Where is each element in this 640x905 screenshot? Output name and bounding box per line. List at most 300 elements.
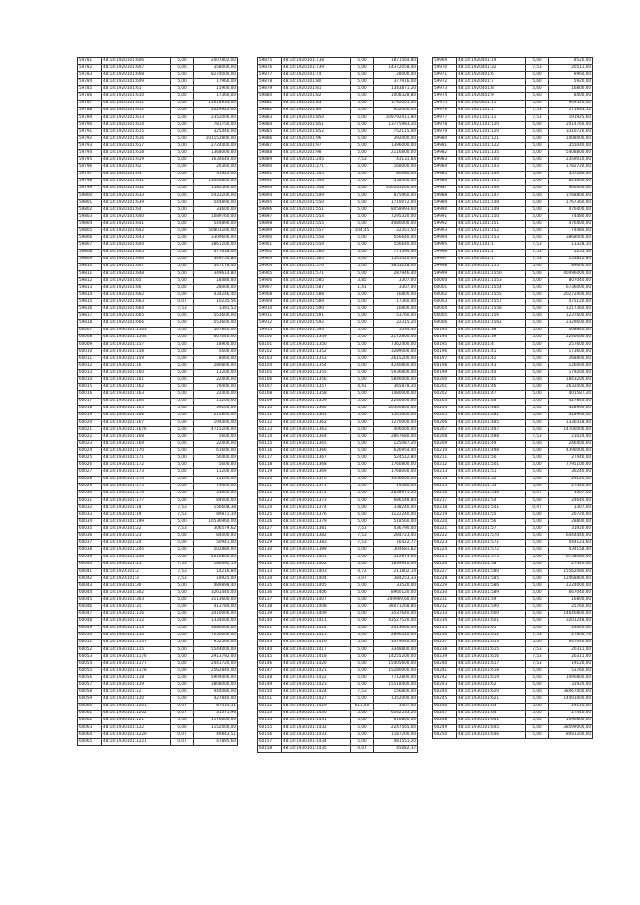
- rate-cell: 5,00: [171, 405, 194, 412]
- rate-cell: 5,00: [351, 646, 374, 653]
- row-number-cell: 59781: [78, 58, 102, 65]
- amount-cell: 33600,00: [194, 490, 238, 497]
- rate-cell: 4,41: [351, 384, 374, 391]
- amount-cell: 946400,00: [549, 185, 593, 192]
- cadastral-number-cell: 48:14:1930101:30: [102, 582, 171, 589]
- table-row: [78, 270, 238, 277]
- amount-cell: 1768000,00: [374, 469, 418, 476]
- cadastral-number-cell: 48:14:1930101:585: [457, 575, 526, 582]
- amount-cell: 1396000,00: [374, 143, 418, 150]
- row-number-cell: 60114: [258, 433, 282, 440]
- table-row: [78, 512, 238, 519]
- table-row: [433, 299, 593, 306]
- row-number-cell: 60202: [433, 391, 457, 398]
- amount-cell: 38599000,00: [549, 724, 593, 731]
- row-number-cell: 60128: [258, 533, 282, 540]
- table-row: [433, 79, 593, 86]
- cadastral-number-cell: 48:14:1920101:619: [102, 157, 171, 164]
- amount-cell: 74480,00: [549, 228, 593, 235]
- amount-cell: 14491000,00: [549, 696, 593, 703]
- cadastral-number-cell: 48:14:1930101:38: [457, 327, 526, 334]
- table-row: [78, 363, 238, 370]
- cadastral-number-cell: 48:14:1930101:1381: [282, 526, 351, 533]
- rate-cell: 0,47: [526, 504, 549, 511]
- table-row: [258, 334, 418, 341]
- table-row: [78, 277, 238, 284]
- cadastral-number-cell: 48:14:1921101:145: [457, 178, 526, 185]
- amount-cell: 20540800,00: [374, 405, 418, 412]
- row-number-cell: 60219: [433, 512, 457, 519]
- cadastral-number-cell: 48:14:1930101:1352: [282, 348, 351, 355]
- row-number-cell: 60000: [433, 277, 457, 284]
- rate-cell: 5,00: [171, 58, 194, 65]
- amount-cell: 2172800,00: [374, 334, 418, 341]
- rate-cell: 7,53: [171, 512, 194, 519]
- rate-cell: 5,00: [171, 363, 194, 370]
- cadastral-number-cell: 48:14:1930101:501: [457, 462, 526, 469]
- row-number-cell: 60120: [258, 476, 282, 483]
- table-row: [78, 497, 238, 504]
- row-number-cell: 59993: [433, 228, 457, 235]
- amount-cell: 31920,00: [194, 171, 238, 178]
- table-row: [78, 285, 238, 292]
- amount-cell: 1871564,80: [374, 58, 418, 65]
- rate-cell: 1,41: [351, 285, 374, 292]
- row-number-cell: 60105: [258, 370, 282, 377]
- cadastral-number-cell: 48:14:1920101:647: [102, 263, 171, 270]
- table-row: [258, 263, 418, 270]
- table-row: [433, 441, 593, 448]
- table-row: [433, 682, 593, 689]
- cadastral-number-cell: 48:14:1930101:4: [457, 341, 526, 348]
- row-number-cell: 59994: [433, 235, 457, 242]
- row-number-cell: 59785: [78, 86, 102, 93]
- cadastral-number-cell: 48:14:1920101:554: [282, 214, 351, 221]
- row-number-cell: 60210: [433, 448, 457, 455]
- rate-cell: 5,00: [171, 100, 194, 107]
- rate-cell: 5,00: [526, 121, 549, 128]
- table-row: [258, 355, 418, 362]
- rate-cell: 5,00: [351, 341, 374, 348]
- rate-cell: 5,00: [526, 419, 549, 426]
- amount-cell: 4390000,00: [549, 448, 593, 455]
- cadastral-number-cell: 48:14:1920101:570: [282, 263, 351, 270]
- cadastral-number-cell: 48:14:1921101:1: [457, 107, 526, 114]
- table-row: [258, 256, 418, 263]
- row-number-cell: 60194: [433, 334, 457, 341]
- rate-cell: 5,00: [526, 717, 549, 724]
- amount-cell: 384253,33: [374, 575, 418, 582]
- rate-cell: 5,00: [171, 582, 194, 589]
- cadastral-number-cell: 48:14:1920401:19: [457, 58, 526, 65]
- cadastral-number-cell: 48:14:1930101:155: [457, 263, 526, 270]
- table-row: [258, 121, 418, 128]
- amount-cell: 22400,00: [194, 377, 238, 384]
- table-row: [78, 292, 238, 299]
- amount-cell: 3853228,00: [374, 263, 418, 270]
- rate-cell: 5,00: [171, 604, 194, 611]
- cadastral-number-cell: 48:14:1930101:1382: [282, 533, 351, 540]
- amount-cell: 647040,00: [549, 639, 593, 646]
- row-number-cell: 60155: [258, 724, 282, 731]
- table-row: [78, 731, 238, 738]
- cadastral-number-cell: 48:14:1920101:611: [102, 100, 171, 107]
- rate-cell: 5,00: [351, 405, 374, 412]
- rate-cell: 5,00: [351, 597, 374, 604]
- row-number-cell: 59913: [258, 327, 282, 334]
- row-number-cell: 60233: [433, 611, 457, 618]
- cadastral-number-cell: 48:14:1920101:245: [282, 157, 351, 164]
- cadastral-number-cell: 48:14:1920101:571: [282, 270, 351, 277]
- rate-cell: 5,00: [526, 512, 549, 519]
- cadastral-number-cell: 48:14:1920101:587: [282, 285, 351, 292]
- row-number-cell: 60020: [78, 419, 102, 426]
- row-number-cell: 60140: [258, 618, 282, 625]
- amount-cell: 101152800,00: [194, 136, 238, 143]
- table-row: [433, 377, 593, 384]
- cadastral-number-cell: 48:14:1930101:618: [457, 668, 526, 675]
- table-row: [258, 370, 418, 377]
- rate-cell: 5,00: [526, 731, 549, 738]
- row-number-cell: 60011: [78, 355, 102, 362]
- cadastral-number-cell: 48:14:1930101:169: [102, 441, 171, 448]
- row-number-cell: 59909: [258, 299, 282, 306]
- row-number-cell: 59792: [78, 136, 102, 143]
- amount-cell: 1343871,20: [374, 86, 418, 93]
- cadastral-number-cell: 48:14:1930101:1422: [282, 675, 351, 682]
- table-row: [258, 604, 418, 611]
- table-row: [78, 412, 238, 419]
- parcel-table-middle: [257, 57, 418, 753]
- rate-cell: 5,00: [171, 724, 194, 731]
- amount-cell: 2116800,00: [374, 150, 418, 157]
- cadastral-number-cell: 48:14:1930101:1366: [282, 448, 351, 455]
- rate-cell: 5,00: [351, 270, 374, 277]
- cadastral-number-cell: 48:14:1930101:49: [457, 441, 526, 448]
- rate-cell: 5,00: [171, 689, 194, 696]
- amount-cell: 11200,00: [194, 476, 238, 483]
- rate-cell: 0,07: [171, 703, 194, 710]
- cadastral-number-cell: 48:14:1930101:1407: [282, 597, 351, 604]
- cadastral-number-cell: 48:14:1930101:164: [102, 398, 171, 405]
- row-number-cell: 60242: [433, 675, 457, 682]
- cadastral-number-cell: 48:14:1930101:122: [102, 724, 171, 731]
- table-row: [78, 533, 238, 540]
- cadastral-number-cell: 48:14:1920401:7: [457, 79, 526, 86]
- cadastral-number-cell: 48:14:1930101:1355: [282, 370, 351, 377]
- amount-cell: 156800,00: [374, 689, 418, 696]
- amount-cell: 3410000,00: [194, 611, 238, 618]
- row-number-cell: 60241: [433, 668, 457, 675]
- row-number-cell: 60103: [258, 355, 282, 362]
- amount-cell: 544890,00: [194, 199, 238, 206]
- rate-cell: 5,00: [171, 263, 194, 270]
- table-row: [433, 121, 593, 128]
- cadastral-number-cell: 48:14:1930101:580: [457, 568, 526, 575]
- rate-cell: 5,00: [526, 228, 549, 235]
- table-row: [433, 668, 593, 675]
- table-row: [78, 646, 238, 653]
- cadastral-number-cell: 48:14:1930101:1430: [282, 710, 351, 717]
- row-number-cell: 59988: [433, 192, 457, 199]
- cadastral-number-cell: 48:14:1930101:113: [102, 625, 171, 632]
- rate-cell: 5,00: [526, 327, 549, 334]
- table-row: [433, 426, 593, 433]
- table-row: [78, 107, 238, 114]
- amount-cell: 781750,00: [194, 121, 238, 128]
- row-number-cell: 60035: [78, 526, 102, 533]
- table-row: [258, 611, 418, 618]
- amount-cell: 3307,00: [374, 703, 418, 710]
- rate-cell: 7,53: [351, 689, 374, 696]
- amount-cell: 22315,20: [374, 320, 418, 327]
- rate-cell: 5,00: [526, 320, 549, 327]
- table-row: [433, 249, 593, 256]
- cadastral-number-cell: 48:14:1930101:1359: [282, 398, 351, 405]
- amount-cell: 280800,00: [194, 363, 238, 370]
- rate-cell: 3,07: [351, 575, 374, 582]
- cadastral-number-cell: 48:14:1921101:143: [457, 164, 526, 171]
- amount-cell: 87414,11: [194, 703, 238, 710]
- cadastral-number-cell: 48:14:1930101:63: [457, 703, 526, 710]
- row-number-cell: 60059: [78, 696, 102, 703]
- table-row: [258, 582, 418, 589]
- rate-cell: 5,00: [351, 717, 374, 724]
- row-number-cell: 59807: [78, 242, 102, 249]
- table-row: [78, 327, 238, 334]
- row-number-cell: 59911: [258, 313, 282, 320]
- table-row: [78, 519, 238, 526]
- rate-cell: 5,00: [351, 377, 374, 384]
- row-number-cell: 60213: [433, 469, 457, 476]
- table-row: [258, 128, 418, 135]
- table-row: [78, 334, 238, 341]
- row-number-cell: 60044: [78, 590, 102, 597]
- rate-cell: 5,00: [171, 157, 194, 164]
- row-number-cell: 60008: [78, 334, 102, 341]
- cadastral-number-cell: 48:14:1930101:1420: [282, 660, 351, 667]
- cadastral-number-cell: 48:14:1920401:6: [457, 72, 526, 79]
- table-row: [78, 483, 238, 490]
- table-row: [433, 703, 593, 710]
- amount-cell: 14255200,00: [374, 653, 418, 660]
- row-number-cell: 60106: [258, 377, 282, 384]
- row-number-cell: 59784: [78, 79, 102, 86]
- row-number-cell: 59976: [433, 107, 457, 114]
- table-row: [433, 370, 593, 377]
- table-row: [258, 526, 418, 533]
- row-number-cell: 59894: [258, 192, 282, 199]
- amount-cell: 2014760,00: [549, 121, 593, 128]
- rate-cell: 0,07: [526, 490, 549, 497]
- rate-cell: 5,00: [526, 590, 549, 597]
- cadastral-number-cell: 48:14:1930101:1564: [102, 334, 171, 341]
- amount-cell: 306579,62: [194, 526, 238, 533]
- table-row: [78, 206, 238, 213]
- rate-cell: 5,00: [526, 171, 549, 178]
- row-number-cell: 59795: [78, 157, 102, 164]
- table-row: [433, 582, 593, 589]
- rate-cell: 5,00: [351, 632, 374, 639]
- table-row: [258, 277, 418, 284]
- rate-cell: 5,00: [526, 221, 549, 228]
- cadastral-number-cell: 48:14:1920101:609: [102, 79, 171, 86]
- row-number-cell: 60003: [433, 299, 457, 306]
- amount-cell: 27440,00: [549, 561, 593, 568]
- rate-cell: 5,00: [351, 710, 374, 717]
- table-row: [433, 731, 593, 738]
- row-number-cell: 60110: [258, 405, 282, 412]
- rate-cell: 7,53: [526, 632, 549, 639]
- cadastral-number-cell: 48:14:1930101:1369: [282, 469, 351, 476]
- cadastral-number-cell: 48:14:1921101:151: [457, 221, 526, 228]
- cadastral-number-cell: 48:14:1930101:1364: [282, 433, 351, 440]
- row-number-cell: 60217: [433, 497, 457, 504]
- row-number-cell: 60226: [433, 561, 457, 568]
- table-row: [433, 590, 593, 597]
- table-row: [433, 568, 593, 575]
- table-row: [258, 228, 418, 235]
- table-row: [433, 547, 593, 554]
- table-row: [258, 270, 418, 277]
- table-row: [78, 306, 238, 313]
- row-number-cell: 60022: [78, 433, 102, 440]
- table-row: [433, 341, 593, 348]
- table-row: [78, 249, 238, 256]
- rate-cell: 5,00: [171, 412, 194, 419]
- cadastral-number-cell: 48:14:1920101:590: [282, 306, 351, 313]
- amount-cell: 6162533,20: [374, 710, 418, 717]
- row-number-cell: 60012: [78, 363, 102, 370]
- table-row: [258, 504, 418, 511]
- table-row: [433, 270, 593, 277]
- row-number-cell: 60123: [258, 497, 282, 504]
- row-number-cell: 59890: [258, 164, 282, 171]
- cadastral-number-cell: 48:14:1921101:120: [457, 128, 526, 135]
- rate-cell: 5,00: [526, 412, 549, 419]
- rate-cell: 5,00: [171, 249, 194, 256]
- rate-cell: 5,00: [526, 263, 549, 270]
- table-row: [258, 597, 418, 604]
- amount-cell: 3808000,00: [194, 682, 238, 689]
- amount-cell: 567840,00: [194, 327, 238, 334]
- amount-cell: 22400,00: [194, 391, 238, 398]
- row-number-cell: 60154: [258, 717, 282, 724]
- row-number-cell: 60200: [433, 377, 457, 384]
- cadastral-number-cell: 48:14:1930101:39: [457, 334, 526, 341]
- row-number-cell: 60023: [78, 441, 102, 448]
- row-number-cell: 59886: [258, 136, 282, 143]
- table-row: [258, 639, 418, 646]
- table-row: [258, 618, 418, 625]
- amount-cell: 2913792,00: [194, 653, 238, 660]
- table-row: [78, 582, 238, 589]
- rate-cell: 5,00: [526, 604, 549, 611]
- cadastral-number-cell: 48:14:1930101:621: [457, 696, 526, 703]
- amount-cell: 524512,80: [374, 455, 418, 462]
- rate-cell: 5,00: [526, 214, 549, 221]
- cadastral-number-cell: 48:14:1921101:135: [457, 150, 526, 157]
- amount-cell: 47895,60: [194, 739, 238, 746]
- table-row: [258, 171, 418, 178]
- cadastral-number-cell: 48:14:1920101:585: [282, 277, 351, 284]
- amount-cell: 4080000,00: [374, 221, 418, 228]
- cadastral-number-cell: 48:14:1930101:163: [102, 391, 171, 398]
- rate-cell: 5,00: [171, 221, 194, 228]
- table-row: [258, 731, 418, 738]
- table-row: [433, 405, 593, 412]
- cadastral-number-cell: 48:14:1920101:589: [282, 299, 351, 306]
- cadastral-number-cell: 48:14:1930101:488: [457, 433, 526, 440]
- amount-cell: 667040,00: [549, 590, 593, 597]
- table-row: [78, 696, 238, 703]
- rate-cell: 5,00: [526, 157, 549, 164]
- cadastral-number-cell: 48:14:1930101:1374: [282, 504, 351, 511]
- amount-cell: 100165200,00: [374, 185, 418, 192]
- amount-cell: 171933,12: [549, 107, 593, 114]
- table-row: [258, 646, 418, 653]
- amount-cell: 304681,82: [374, 547, 418, 554]
- cadastral-number-cell: 48:14:1930101:645: [457, 724, 526, 731]
- cadastral-number-cell: 48:14:1930101:1177: [102, 660, 171, 667]
- row-number-cell: 60245: [433, 696, 457, 703]
- cadastral-number-cell: 48:14:1920101:640: [102, 214, 171, 221]
- rate-cell: 5,00: [171, 136, 194, 143]
- table-row: [433, 171, 593, 178]
- row-number-cell: 60157: [258, 739, 282, 746]
- rate-cell: 5,00: [171, 143, 194, 150]
- row-number-cell: 60222: [433, 533, 457, 540]
- table-row: [258, 533, 418, 540]
- cadastral-number-cell: 48:14:1930101:1349: [282, 334, 351, 341]
- cadastral-number-cell: 48:14:1921101:120: [457, 121, 526, 128]
- rate-cell: 5,00: [171, 660, 194, 667]
- cadastral-number-cell: 48:14:1930101:481: [457, 412, 526, 419]
- row-number-cell: 60220: [433, 519, 457, 526]
- amount-cell: 15280000,00: [374, 668, 418, 675]
- rate-cell: 5,00: [171, 65, 194, 72]
- row-number-cell: 59984: [433, 164, 457, 171]
- cadastral-number-cell: 48:14:1921101:152: [457, 228, 526, 235]
- cadastral-number-cell: 48:14:1930101:22: [102, 526, 171, 533]
- table-row: [78, 121, 238, 128]
- amount-cell: 5920,00: [549, 79, 593, 86]
- table-row: [433, 519, 593, 526]
- table-row: [78, 65, 238, 72]
- cadastral-number-cell: 48:14:1930101:1418: [282, 653, 351, 660]
- cadastral-number-cell: 48:14:1930101:1373: [282, 497, 351, 504]
- amount-cell: 1008000,00: [549, 136, 593, 143]
- table-row: [78, 469, 238, 476]
- table-row: [433, 597, 593, 604]
- rate-cell: 5,00: [351, 675, 374, 682]
- cadastral-number-cell: 48:14:1930101:59: [457, 597, 526, 604]
- table-row: [433, 391, 593, 398]
- rate-cell: 5,00: [171, 242, 194, 249]
- cadastral-number-cell: 48:14:1921101:147: [457, 192, 526, 199]
- amount-cell: 1710072,00: [374, 199, 418, 206]
- rate-cell: 7,53: [526, 256, 549, 263]
- amount-cell: 2896320,00: [374, 632, 418, 639]
- row-number-cell: 60148: [258, 675, 282, 682]
- row-number-cell: 60113: [258, 426, 282, 433]
- cadastral-number-cell: 48:14:1920101:663: [102, 299, 171, 306]
- row-number-cell: 60199: [433, 370, 457, 377]
- row-number-cell: 59816: [78, 306, 102, 313]
- rate-cell: 5,00: [526, 469, 549, 476]
- row-number-cell: 60158: [258, 746, 282, 753]
- rate-cell: 7,53: [526, 249, 549, 256]
